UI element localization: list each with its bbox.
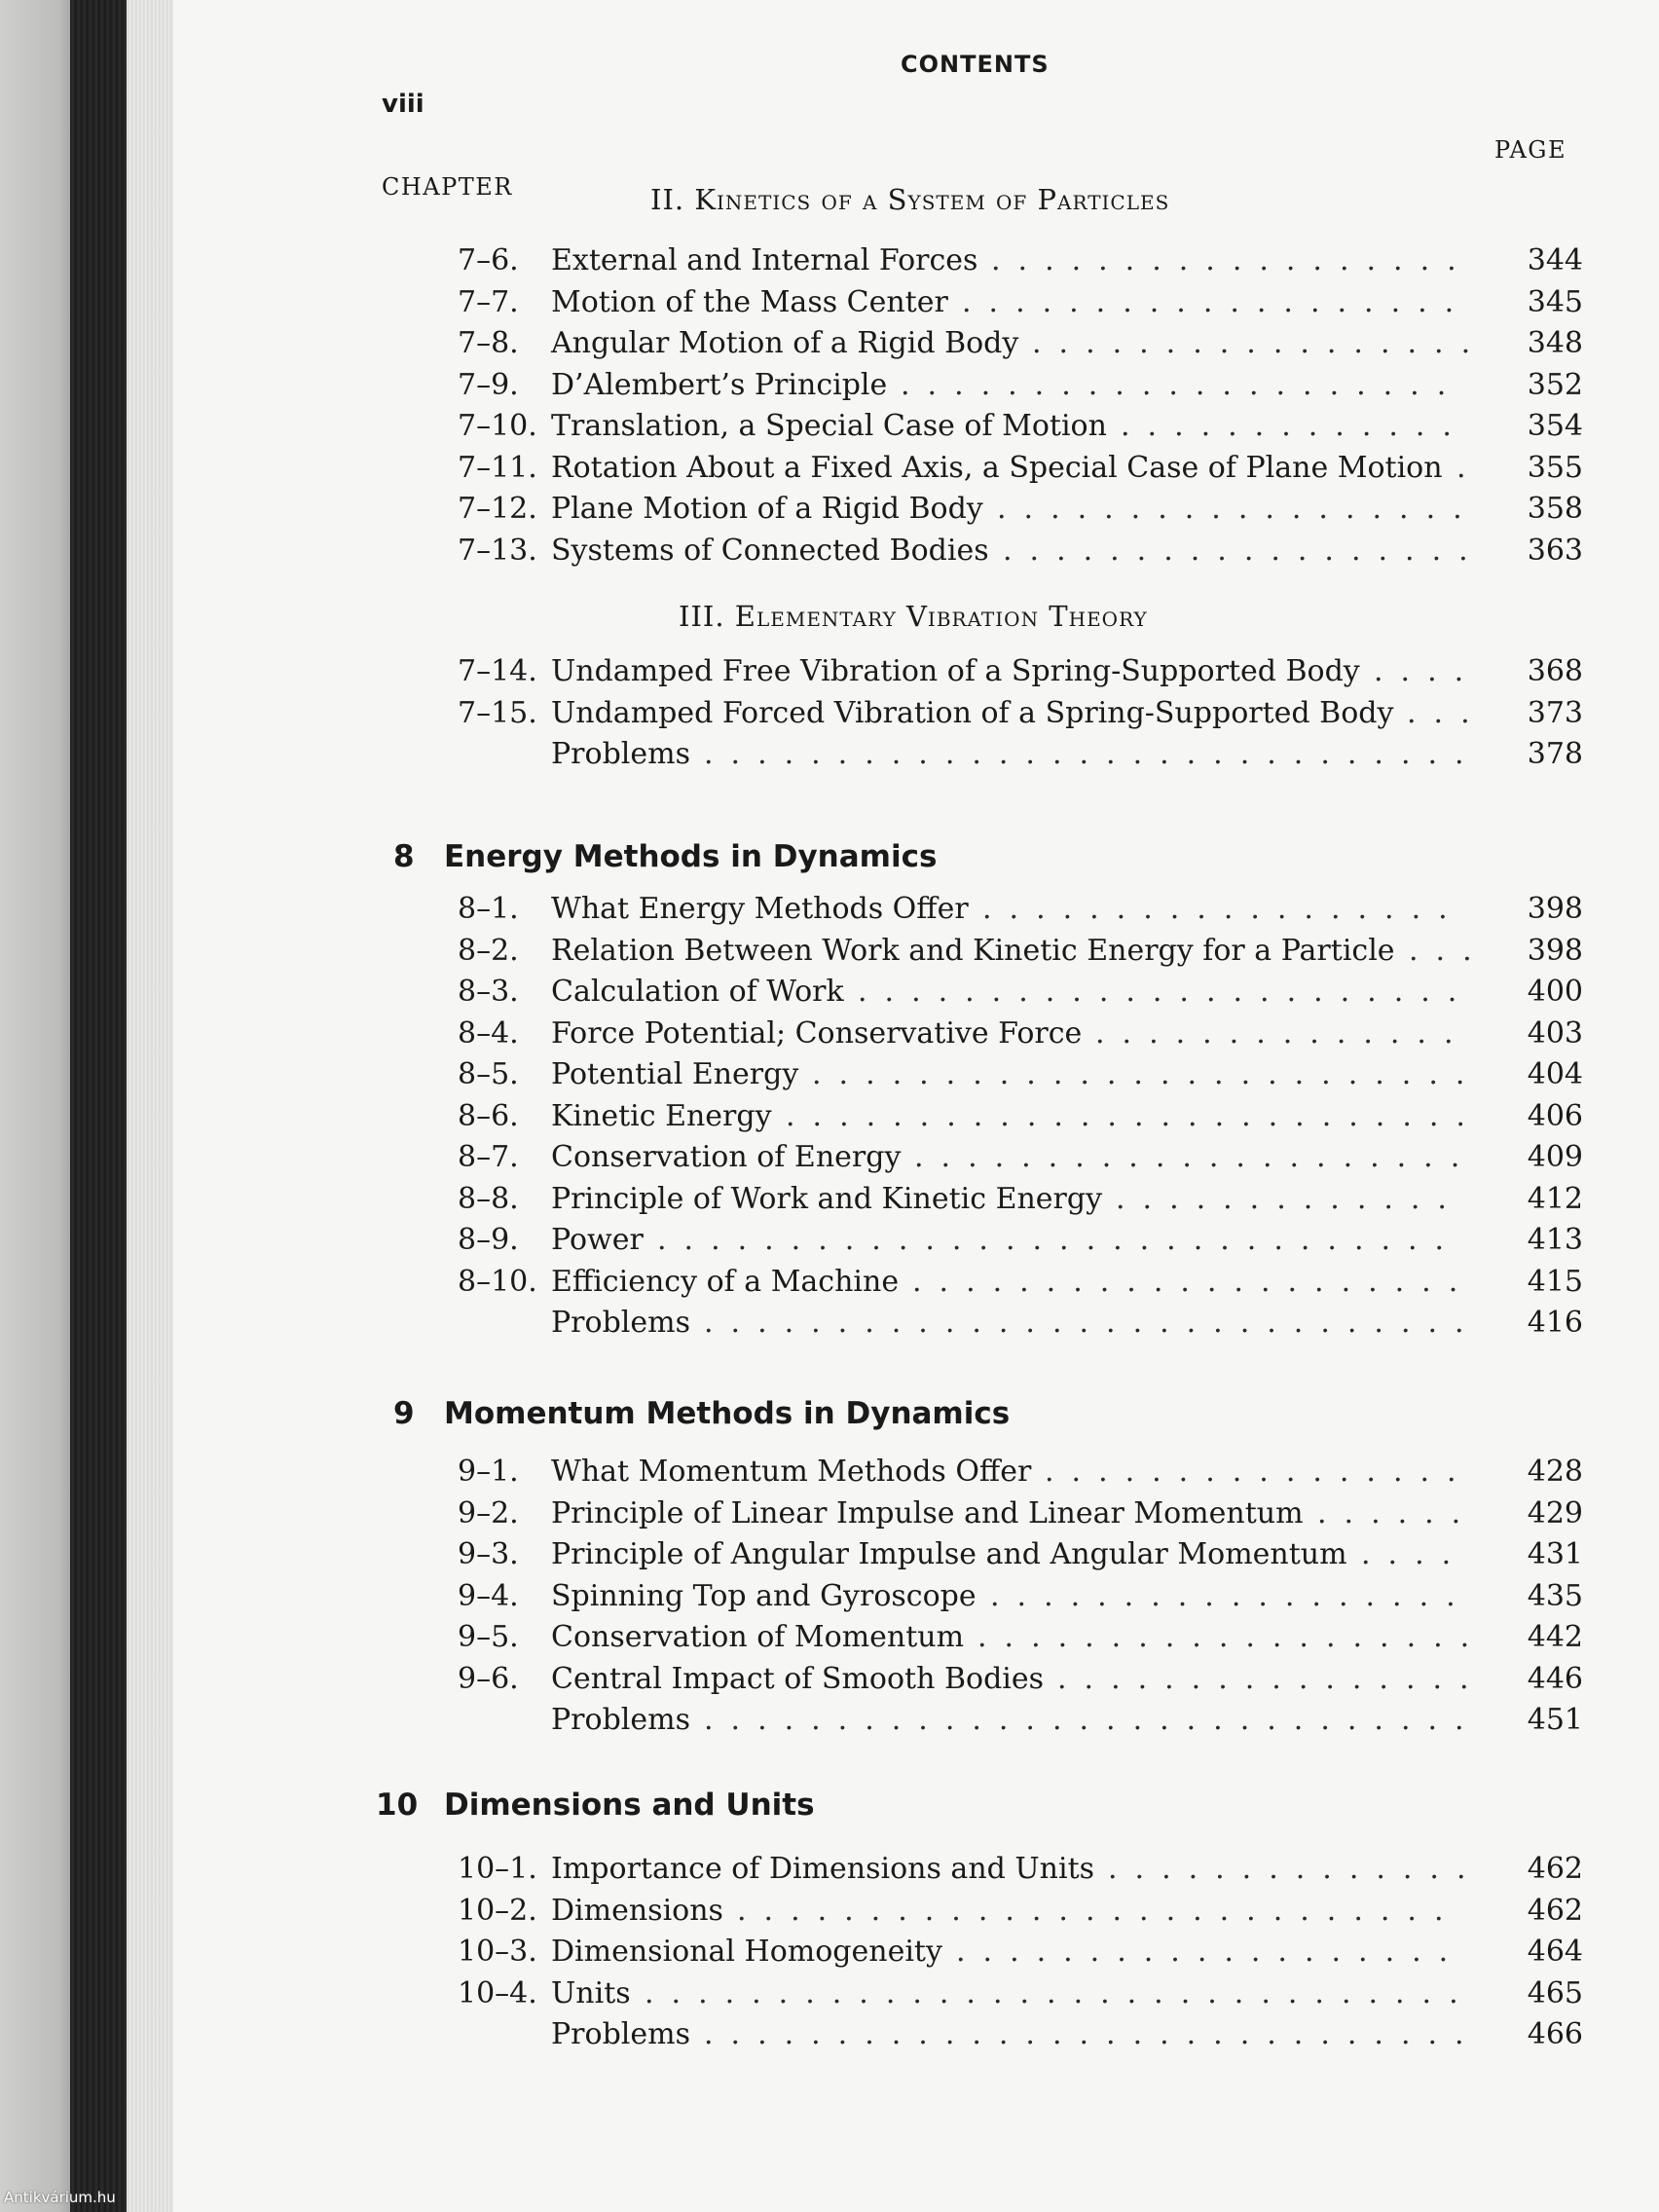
page-ref: 413 (1527, 1223, 1583, 1257)
toc-entry (0, 409, 1659, 450)
section-number: 10–1. (458, 1852, 537, 1886)
dot-leader: .................. (991, 243, 1474, 277)
chapter-number: 8 (393, 839, 415, 874)
section-number: 7–14. (458, 654, 537, 688)
toc-entry (0, 1496, 1659, 1537)
column-header-page: PAGE (1494, 136, 1567, 164)
page-ref: 398 (1527, 933, 1583, 968)
entry-title: Problems (551, 1703, 690, 1737)
entry-title: Problems (551, 1306, 690, 1340)
entry-title: Undamped Free Vibration of a Spring-Supported Body (551, 654, 1360, 688)
section-number: 8–1. (458, 892, 519, 926)
toc-entry (0, 654, 1659, 695)
dot-leader: .... (1374, 654, 1482, 688)
section-number: 8–5. (458, 1057, 519, 1091)
toc-entry (0, 1265, 1659, 1306)
page-ref: 446 (1527, 1661, 1583, 1696)
section-subheading: III. Elementary Vibration Theory (679, 600, 1148, 633)
entry-title: Problems (551, 2017, 690, 2051)
entry-title: Conservation of Momentum (551, 1620, 965, 1654)
dot-leader: ......................... (812, 1057, 1483, 1091)
entry-title: D’Alembert’s Principle (551, 367, 888, 402)
dot-leader: ............................. (704, 1306, 1482, 1340)
chapter-title: Momentum Methods in Dynamics (444, 1396, 1011, 1431)
section-number: 8–3. (458, 975, 519, 1009)
section-number: 7–11. (458, 450, 537, 485)
dot-leader: ..................... (901, 367, 1464, 402)
toc-entry (0, 1894, 1659, 1935)
dot-leader: ............................. (704, 737, 1482, 771)
section-number: 7–7. (458, 284, 519, 319)
entry-title: Principle of Linear Impulse and Linear Momentum (551, 1495, 1304, 1530)
entry-title: Angular Motion of a Rigid Body (551, 326, 1019, 360)
dot-leader: ...... (1317, 1495, 1479, 1530)
dot-leader: ................ (1045, 1455, 1474, 1489)
page-ref: 462 (1527, 1852, 1583, 1886)
section-number: 9–5. (458, 1620, 519, 1654)
entry-title: Force Potential; Conservative Force (551, 1015, 1083, 1051)
dot-leader: .................. (990, 1578, 1473, 1613)
section-number: 7–12. (458, 492, 537, 526)
column-header-chapter: CHAPTER (382, 173, 513, 201)
page-ref: 406 (1527, 1098, 1583, 1133)
page-ref: 344 (1527, 243, 1583, 277)
dot-leader: .............. (1095, 1015, 1471, 1051)
page-ref: 435 (1527, 1578, 1583, 1613)
page-ref: 404 (1527, 1057, 1583, 1091)
section-number: 10–3. (458, 1935, 537, 1969)
entry-title: Central Impact of Smooth Bodies (551, 1661, 1045, 1696)
dot-leader: ............................... (645, 1975, 1476, 2010)
page-ref: 398 (1527, 892, 1583, 926)
page-ref: 352 (1527, 367, 1583, 402)
toc-entry (0, 1099, 1659, 1140)
dot-leader: ... (1407, 695, 1488, 730)
entry-title: Dimensions (551, 1893, 723, 1928)
section-number: 8–4. (458, 1015, 519, 1051)
toc-entry (0, 1579, 1659, 1620)
section-number: 8–8. (458, 1181, 519, 1216)
entry-title: What Energy Methods Offer (551, 892, 969, 926)
page-ref: 428 (1527, 1455, 1583, 1489)
section-number: 7–15. (458, 695, 537, 730)
dot-leader: .......................... (786, 1098, 1483, 1133)
toc-entry (0, 243, 1659, 284)
toc-entry (0, 451, 1659, 492)
toc-entry (0, 1057, 1659, 1098)
page-ref: 403 (1527, 1015, 1583, 1051)
page-ref: 416 (1527, 1306, 1583, 1340)
entry-title: Efficiency of a Machine (551, 1264, 900, 1299)
entry-title: Principle of Work and Kinetic Energy (551, 1181, 1103, 1216)
toc-entry (0, 368, 1659, 409)
entry-title: Units (551, 1975, 631, 2010)
entry-title: Translation, a Special Case of Motion (551, 409, 1107, 443)
dot-leader: .............. (1108, 1852, 1484, 1886)
toc-entry (0, 326, 1659, 367)
toc-entry (0, 1016, 1659, 1057)
entry-title: Plane Motion of a Rigid Body (551, 492, 983, 526)
toc-entry (0, 737, 1659, 778)
page-ref: 412 (1527, 1181, 1583, 1216)
dot-leader: ................... (977, 1620, 1488, 1654)
section-number: 8–9. (458, 1223, 519, 1257)
toc-entry (0, 1537, 1659, 1578)
entry-title: Relation Between Work and Kinetic Energy for a Particle (551, 933, 1395, 968)
toc-entry (0, 1182, 1659, 1223)
section-number: 10–2. (458, 1893, 537, 1928)
dot-leader: ..................... (914, 1140, 1478, 1174)
entry-title: Undamped Forced Vibration of a Spring-Supported Body (551, 695, 1394, 730)
toc-entry (0, 1455, 1659, 1495)
entry-title: Potential Energy (551, 1057, 799, 1091)
toc-entry (0, 1140, 1659, 1181)
toc-entry (0, 1703, 1659, 1744)
entry-title: Dimensional Homogeneity (551, 1935, 942, 1969)
dot-leader: .... (1361, 1537, 1469, 1571)
page-ref: 429 (1527, 1495, 1583, 1530)
entry-title: Spinning Top and Gyroscope (551, 1578, 977, 1613)
toc-entry (0, 285, 1659, 326)
page-ref: 415 (1527, 1264, 1583, 1299)
section-number: 7–6. (458, 243, 519, 277)
dot-leader: ............................. (704, 2017, 1482, 2051)
page-ref: 355 (1527, 450, 1583, 485)
section-number: 10–4. (458, 1975, 537, 2010)
section-number: 8–7. (458, 1140, 519, 1174)
page-ref: 442 (1527, 1620, 1583, 1654)
section-number: 9–3. (458, 1537, 519, 1571)
section-number: 9–4. (458, 1578, 519, 1613)
dot-leader: ................ (1057, 1661, 1487, 1696)
entry-title: Principle of Angular Impulse and Angular Momentum (551, 1537, 1347, 1571)
chapter-number: 10 (376, 1788, 419, 1823)
dot-leader: .............................. (657, 1223, 1462, 1257)
section-number: 8–10. (458, 1264, 537, 1299)
entry-title: Power (551, 1223, 644, 1257)
toc-entry (0, 696, 1659, 737)
page-ref: 378 (1527, 737, 1583, 771)
toc-entry (0, 534, 1659, 574)
entry-title: Calculation of Work (551, 975, 844, 1009)
section-subheading: II. Kinetics of a System of Particles (650, 183, 1170, 216)
dot-leader: .................. (1003, 533, 1486, 568)
toc-entry (0, 934, 1659, 975)
page-ref: 348 (1527, 326, 1583, 360)
page-ref: 354 (1527, 409, 1583, 443)
section-number: 9–2. (458, 1495, 519, 1530)
dot-leader: ....................... (858, 975, 1475, 1009)
chapter-title: Energy Methods in Dynamics (444, 839, 938, 874)
entry-title: Systems of Connected Bodies (551, 533, 989, 568)
dot-leader: ................. (1032, 326, 1489, 360)
dot-leader: ... (1409, 933, 1490, 968)
toc-entry (0, 1662, 1659, 1703)
page-ref: 465 (1527, 1975, 1583, 2010)
toc-entry (0, 492, 1659, 533)
dot-leader: ................... (956, 1935, 1466, 1969)
dot-leader: .................. (997, 492, 1480, 526)
page-ref: 409 (1527, 1140, 1583, 1174)
page-ref: 368 (1527, 654, 1583, 688)
toc-entry (0, 1620, 1659, 1661)
section-number: 9–1. (458, 1455, 519, 1489)
dot-leader: ............. (1116, 1181, 1464, 1216)
chapter-number: 9 (393, 1396, 415, 1431)
entry-title: Kinetic Energy (551, 1098, 772, 1133)
page-ref: 400 (1527, 975, 1583, 1009)
section-number: 9–6. (458, 1661, 519, 1696)
page-ref: 464 (1527, 1935, 1583, 1969)
running-head: CONTENTS (901, 51, 1050, 78)
toc-entry (0, 1306, 1659, 1346)
dot-leader: ............................. (704, 1703, 1482, 1737)
section-number: 7–9. (458, 367, 519, 402)
page-ref: 363 (1527, 533, 1583, 568)
toc-entry (0, 892, 1659, 933)
dot-leader: . (1456, 450, 1484, 485)
page-ref: 451 (1527, 1703, 1583, 1737)
entry-title: Rotation About a Fixed Axis, a Special Case of Plane Motion (551, 450, 1443, 485)
dot-leader: ..................... (912, 1264, 1476, 1299)
toc-entry (0, 1935, 1659, 1975)
page-ref: 345 (1527, 284, 1583, 319)
page-ref: 431 (1527, 1537, 1583, 1571)
section-number: 7–13. (458, 533, 537, 568)
section-number: 8–2. (458, 933, 519, 968)
entry-title: Problems (551, 737, 690, 771)
dot-leader: .................. (982, 892, 1465, 926)
page-ref: 358 (1527, 492, 1583, 526)
entry-title: Conservation of Energy (551, 1140, 902, 1174)
entry-title: What Momentum Methods Offer (551, 1455, 1032, 1489)
toc-entry (0, 975, 1659, 1015)
toc-entry (0, 2017, 1659, 2058)
toc-entry (0, 1976, 1659, 2017)
page-number: viii (382, 90, 424, 119)
chapter-title: Dimensions and Units (444, 1788, 815, 1823)
section-number: 8–6. (458, 1098, 519, 1133)
toc-entry (0, 1223, 1659, 1264)
dot-leader: ................... (962, 284, 1472, 319)
dot-leader: ............. (1121, 409, 1469, 443)
entry-title: Importance of Dimensions and Units (551, 1852, 1095, 1886)
entry-title: External and Internal Forces (551, 243, 978, 277)
page-ref: 466 (1527, 2017, 1583, 2051)
section-number: 7–10. (458, 409, 537, 443)
entry-title: Motion of the Mass Center (551, 284, 948, 319)
toc-entry (0, 1852, 1659, 1893)
page-ref: 462 (1527, 1893, 1583, 1928)
page-ref: 373 (1527, 695, 1583, 730)
dot-leader: ........................... (737, 1893, 1461, 1928)
section-number: 7–8. (458, 326, 519, 360)
watermark: Antikvárium.hu (4, 2189, 116, 2206)
